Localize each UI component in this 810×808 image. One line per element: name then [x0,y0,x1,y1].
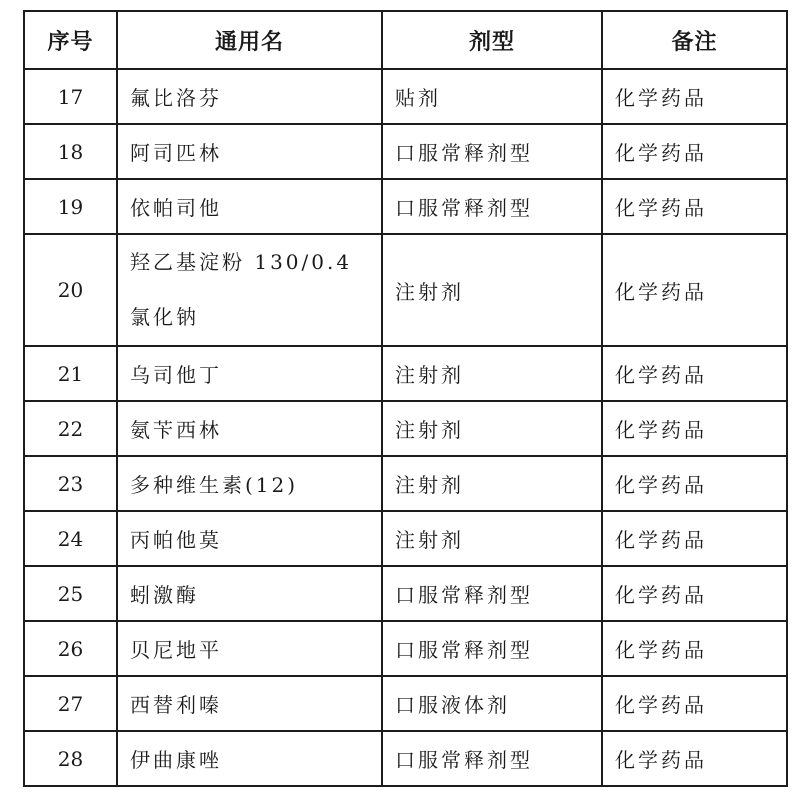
cell-serial-number: 17 [24,69,117,124]
cell-dosage-form: 口服常释剂型 [382,124,602,179]
table-row [24,566,787,621]
cell-dosage-form: 注射剂 [382,346,602,401]
cell-dosage-form: 口服常释剂型 [382,566,602,621]
cell-remarks: 化学药品 [602,456,787,511]
cell-generic-name: 伊曲康唑 [117,731,382,786]
drug-list-table [23,10,788,787]
cell-remarks: 化学药品 [602,401,787,456]
cell-dosage-form: 注射剂 [382,511,602,566]
table-row [24,401,787,456]
cell-remarks: 化学药品 [602,731,787,786]
header-generic-name: 通用名 [117,11,382,69]
cell-generic-name: 阿司匹林 [117,124,382,179]
header-dosage-form: 剂型 [382,11,602,69]
cell-serial-number: 23 [24,456,117,511]
table-row [24,511,787,566]
cell-remarks: 化学药品 [602,234,787,346]
cell-generic-name: 乌司他丁 [117,346,382,401]
cell-serial-number: 22 [24,401,117,456]
cell-generic-name: 氨苄西林 [117,401,382,456]
cell-serial-number: 21 [24,346,117,401]
cell-remarks: 化学药品 [602,69,787,124]
cell-dosage-form: 注射剂 [382,456,602,511]
table-row [24,179,787,234]
cell-dosage-form: 贴剂 [382,69,602,124]
cell-generic-name: 西替利嗪 [117,676,382,731]
cell-generic-name: 依帕司他 [117,179,382,234]
table-row [24,124,787,179]
cell-dosage-form: 注射剂 [382,234,602,346]
cell-generic-name: 羟乙基淀粉 130/0.4 氯化钠 [117,234,382,346]
header-serial-number: 序号 [24,11,117,69]
cell-generic-name: 氟比洛芬 [117,69,382,124]
cell-generic-name: 贝尼地平 [117,621,382,676]
table-row [24,234,787,346]
cell-serial-number: 28 [24,731,117,786]
cell-remarks: 化学药品 [602,621,787,676]
cell-remarks: 化学药品 [602,124,787,179]
cell-remarks: 化学药品 [602,566,787,621]
cell-serial-number: 24 [24,511,117,566]
cell-remarks: 化学药品 [602,676,787,731]
table-row [24,676,787,731]
table-row [24,346,787,401]
cell-serial-number: 19 [24,179,117,234]
cell-serial-number: 25 [24,566,117,621]
cell-serial-number: 20 [24,234,117,346]
table-header-row [24,11,787,69]
cell-dosage-form: 口服常释剂型 [382,179,602,234]
document-page [23,10,786,787]
header-remarks: 备注 [602,11,787,69]
cell-generic-name: 丙帕他莫 [117,511,382,566]
cell-dosage-form: 口服液体剂 [382,676,602,731]
cell-dosage-form: 口服常释剂型 [382,621,602,676]
table-row [24,456,787,511]
cell-remarks: 化学药品 [602,511,787,566]
table-row [24,621,787,676]
cell-remarks: 化学药品 [602,179,787,234]
cell-dosage-form: 口服常释剂型 [382,731,602,786]
cell-remarks: 化学药品 [602,346,787,401]
cell-serial-number: 27 [24,676,117,731]
cell-serial-number: 18 [24,124,117,179]
cell-generic-name: 多种维生素(12) [117,456,382,511]
cell-serial-number: 26 [24,621,117,676]
table-row [24,69,787,124]
cell-dosage-form: 注射剂 [382,401,602,456]
table-row [24,731,787,786]
cell-generic-name: 蚓激酶 [117,566,382,621]
